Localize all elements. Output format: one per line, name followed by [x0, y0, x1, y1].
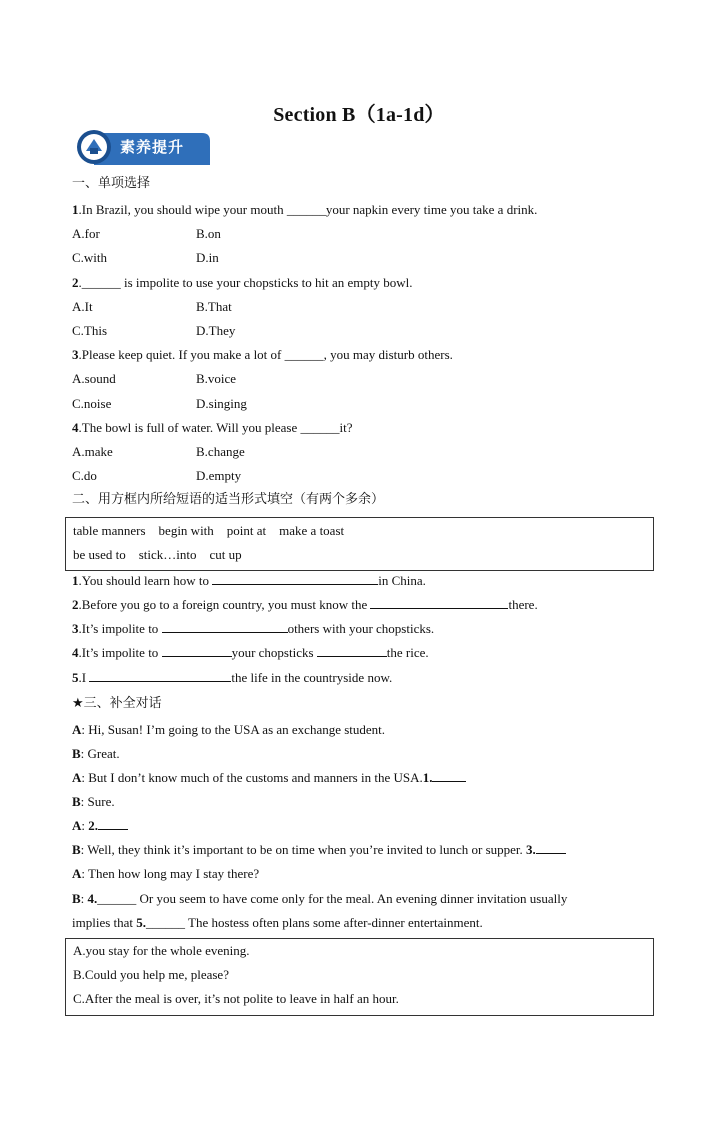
- dialogue-text: : Well, they think it’s important to be on time when you’re invited to lunch or supper.: [80, 842, 527, 857]
- speaker-label: B: [72, 891, 81, 906]
- option-b: B.Could you help me, please?: [73, 967, 229, 982]
- q2-option-b: B.That: [196, 299, 232, 314]
- s1-post: in China.: [378, 573, 426, 588]
- q2-number: 2: [72, 275, 79, 290]
- option-a: A.you stay for the whole evening.: [73, 943, 250, 958]
- section3-heading: ★三、补全对话: [72, 696, 162, 711]
- answer-blank[interactable]: [432, 770, 466, 782]
- dialogue-pre: :: [80, 891, 88, 906]
- q3-option-d: D.singing: [196, 396, 247, 411]
- blank-number: 4.: [87, 891, 98, 906]
- q3-number: 3: [72, 347, 79, 362]
- answer-blank[interactable]: [162, 645, 232, 657]
- dialogue-line-1: [72, 722, 385, 738]
- option-c: C.After the meal is over, it’s not polite to leave in half an hour.: [73, 991, 399, 1006]
- dialogue-pre: implies that: [72, 915, 137, 930]
- s2-pre: .Before you go to a foreign country, you must know the: [78, 597, 371, 612]
- q3-option-b: B.voice: [196, 371, 237, 386]
- dialogue-line-5: [72, 818, 128, 834]
- q4-number: 4: [72, 420, 79, 435]
- q3-stem: [72, 347, 453, 363]
- s5-number: 5: [72, 670, 79, 685]
- dialogue-line-8: [72, 891, 567, 907]
- s4-mid: your chopsticks: [231, 645, 317, 660]
- answer-blank[interactable]: [317, 645, 387, 657]
- q2-option-d: D.They: [196, 323, 236, 338]
- speaker-label: A: [72, 770, 82, 785]
- dialogue-text: ______ Or you seem to have come only for the meal. An evening dinner invitation usually: [97, 891, 568, 906]
- speaker-label: A: [72, 722, 82, 737]
- options-box: [65, 938, 654, 1016]
- dialogue-line-3: [72, 770, 466, 786]
- s3-number: 3: [72, 621, 79, 636]
- blank-number: 5.: [136, 915, 147, 930]
- q1-option-c: C.with: [72, 250, 108, 265]
- dialogue-line-6: [72, 842, 566, 858]
- answer-blank[interactable]: [536, 842, 566, 854]
- q2-option-a: A.It: [72, 299, 93, 314]
- q1-option-a: A.for: [72, 226, 100, 241]
- badge-label: 素养提升: [120, 138, 185, 156]
- s3-pre: .It’s impolite to: [78, 621, 162, 636]
- q1-option-d: D.in: [196, 250, 219, 265]
- answer-blank[interactable]: [370, 597, 508, 609]
- answer-blank[interactable]: [98, 818, 128, 830]
- s2-number: 2: [72, 597, 79, 612]
- dialogue-line-7: [72, 866, 259, 882]
- q4-stem: [72, 420, 353, 436]
- s4-pre: .It’s impolite to: [78, 645, 162, 660]
- q3-option-a: A.sound: [72, 371, 116, 386]
- dialogue-text: : Great.: [80, 746, 120, 761]
- q4-option-c: C.do: [72, 468, 97, 483]
- phrase-box-line1: table manners begin with point at make a toast: [73, 523, 345, 538]
- q1-stem: [72, 202, 537, 218]
- fill-sentence-1: [72, 573, 426, 589]
- dialogue-text: : Sure.: [80, 794, 115, 809]
- s3-post: others with your chopsticks.: [287, 621, 435, 636]
- dialogue-text: : Hi, Susan! I’m going to the USA as an exchange student.: [81, 722, 386, 737]
- s1-pre: .You should learn how to: [78, 573, 213, 588]
- s5-pre: .I: [78, 670, 90, 685]
- s4-number: 4: [72, 645, 79, 660]
- s2-post: there.: [508, 597, 538, 612]
- answer-blank[interactable]: [212, 573, 378, 585]
- q2-stem: [72, 275, 413, 291]
- blank-number: 2.: [88, 818, 99, 833]
- dialogue-text: :: [81, 818, 89, 833]
- s4-post: the rice.: [386, 645, 429, 660]
- q2-text: .______ is impolite to use your chopsticks to hit an empty bowl.: [78, 275, 413, 290]
- fill-sentence-3: [72, 621, 434, 637]
- q1-number: 1: [72, 202, 79, 217]
- phrase-box: [65, 517, 654, 571]
- section2-heading: 二、用方框内所给短语的适当形式填空（有两个多余）: [72, 492, 385, 507]
- dialogue-text: ______ The hostess often plans some after-dinner entertainment.: [146, 915, 483, 930]
- q1-option-b: B.on: [196, 226, 221, 241]
- fill-sentence-5: [72, 670, 392, 686]
- q3-option-c: C.noise: [72, 396, 112, 411]
- speaker-label: B: [72, 794, 81, 809]
- q4-text: .The bowl is full of water. Will you please ______it?: [78, 420, 353, 435]
- blank-number: 1.: [422, 770, 433, 785]
- q3-text: .Please keep quiet. If you make a lot of ______, you may disturb others.: [78, 347, 453, 362]
- answer-blank[interactable]: [89, 670, 231, 682]
- speaker-label: B: [72, 746, 81, 761]
- blank-number: 3.: [526, 842, 536, 857]
- q4-option-a: A.make: [72, 444, 113, 459]
- dialogue-text: : Then how long may I stay there?: [81, 866, 260, 881]
- section1-heading: 一、单项选择: [72, 176, 151, 191]
- s1-number: 1: [72, 573, 79, 588]
- speaker-label: A: [72, 866, 82, 881]
- q4-option-d: D.empty: [196, 468, 242, 483]
- fill-sentence-4: [72, 645, 429, 661]
- s5-post: the life in the countryside now.: [231, 670, 393, 685]
- dialogue-line-2: [72, 746, 120, 762]
- page-title: Section B（1a-1d）: [273, 104, 445, 126]
- q2-option-c: C.This: [72, 323, 108, 338]
- answer-blank[interactable]: [162, 621, 288, 633]
- q1-text: .In Brazil, you should wipe your mouth ______your napkin every time you take a drink.: [78, 202, 538, 217]
- speaker-label: B: [72, 842, 81, 857]
- dialogue-line-4: [72, 794, 115, 810]
- speaker-label: A: [72, 818, 82, 833]
- dialogue-text: : But I don’t know much of the customs and manners in the USA.: [81, 770, 423, 785]
- fill-sentence-2: [72, 597, 538, 613]
- dialogue-line-9: [72, 915, 483, 931]
- q4-option-b: B.change: [196, 444, 245, 459]
- phrase-box-line2: be used to stick…into cut up: [73, 547, 242, 562]
